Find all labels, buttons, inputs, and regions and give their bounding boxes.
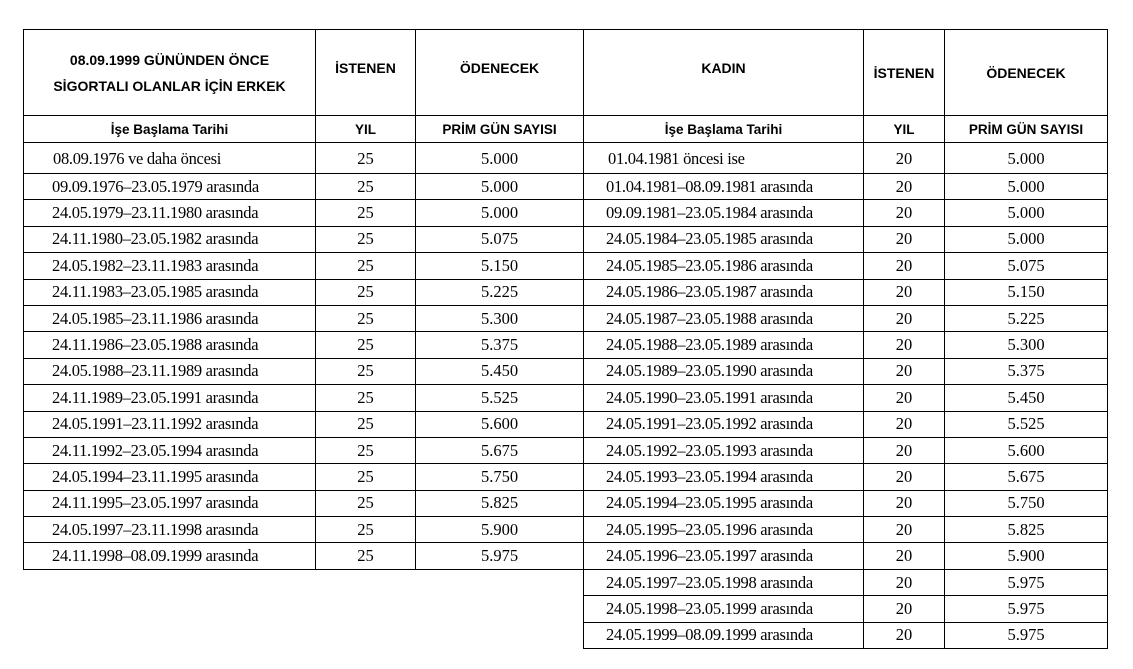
kadin-prim-cell: 5.525 [945, 411, 1108, 437]
erkek-yil-cell: 25 [316, 143, 416, 174]
kadin-date-cell: 24.05.1985–23.05.1986 arasında [584, 253, 864, 279]
istenen-header: İSTENEN [316, 30, 416, 116]
kadin-prim-cell: 5.000 [945, 226, 1108, 252]
kadin-prim-cell: 5.225 [945, 305, 1108, 331]
header-row [24, 30, 1108, 116]
erkek-yil-cell: 25 [316, 517, 416, 543]
kadin-prim-cell: 5.000 [945, 174, 1108, 200]
kadin-date-cell: 01.04.1981 öncesi ise [584, 143, 864, 174]
kadin-yil-cell: 20 [864, 543, 945, 569]
erkek-prim-cell: 5.300 [416, 305, 584, 331]
table-row [24, 253, 1108, 279]
prim-gun2-header: PRİM GÜN SAYISI [945, 116, 1108, 143]
table-row [24, 622, 1108, 648]
erkek-prim-cell: 5.900 [416, 517, 584, 543]
erkek-yil-cell: 25 [316, 279, 416, 305]
table-row [24, 332, 1108, 358]
kadin-prim-cell: 5.375 [945, 358, 1108, 384]
erkek-date-cell: 24.11.1980–23.05.1982 arasında [24, 226, 316, 252]
kadin-date-cell: 24.05.1997–23.05.1998 arasında [584, 569, 864, 595]
kadin-yil-cell: 20 [864, 305, 945, 331]
table-row [24, 596, 1108, 622]
erkek-prim-cell: 5.000 [416, 200, 584, 226]
table-row [24, 543, 1108, 569]
kadin-prim-cell: 5.750 [945, 490, 1108, 516]
kadin-yil-cell: 20 [864, 174, 945, 200]
empty-cell [316, 596, 416, 622]
empty-cell [416, 622, 584, 648]
ise-baslama-header: İşe Başlama Tarihi [24, 116, 316, 143]
subheader-row [24, 116, 1108, 143]
erkek-prim-cell: 5.675 [416, 437, 584, 463]
kadin-date-cell: 24.05.1989–23.05.1990 arasında [584, 358, 864, 384]
erkek-prim-cell: 5.000 [416, 174, 584, 200]
kadin-date-cell: 24.05.1996–23.05.1997 arasında [584, 543, 864, 569]
kadin-yil-cell: 20 [864, 279, 945, 305]
odenecek2-header: ÖDENECEK [945, 30, 1108, 116]
kadin-prim-cell: 5.075 [945, 253, 1108, 279]
erkek-yil-cell: 25 [316, 358, 416, 384]
kadin-date-cell: 24.05.1988–23.05.1989 arasında [584, 332, 864, 358]
table-row [24, 143, 1108, 174]
erkek-date-cell: 24.05.1994–23.11.1995 arasında [24, 464, 316, 490]
table-row [24, 200, 1108, 226]
kadin-date-cell: 01.04.1981–08.09.1981 arasında [584, 174, 864, 200]
erkek-date-cell: 24.11.1989–23.05.1991 arasında [24, 385, 316, 411]
kadin-yil-cell: 20 [864, 517, 945, 543]
empty-cell [24, 596, 316, 622]
kadin-yil-cell: 20 [864, 253, 945, 279]
kadin-prim-cell: 5.000 [945, 200, 1108, 226]
table-row [24, 358, 1108, 384]
kadin-yil-cell: 20 [864, 332, 945, 358]
table-row [24, 464, 1108, 490]
kadin-date-cell: 24.05.1994–23.05.1995 arasında [584, 490, 864, 516]
kadin-prim-cell: 5.300 [945, 332, 1108, 358]
table-row [24, 385, 1108, 411]
prim-gun-header: PRİM GÜN SAYISI [416, 116, 584, 143]
table-row [24, 411, 1108, 437]
erkek-yil-cell: 25 [316, 200, 416, 226]
yil2-header: YIL [864, 116, 945, 143]
kadin-yil-cell: 20 [864, 437, 945, 463]
kadin-prim-cell: 5.675 [945, 464, 1108, 490]
erkek-date-cell: 24.05.1991–23.11.1992 arasında [24, 411, 316, 437]
kadin-prim-cell: 5.825 [945, 517, 1108, 543]
erkek-yil-cell: 25 [316, 174, 416, 200]
kadin-prim-cell: 5.975 [945, 569, 1108, 595]
kadin-yil-cell: 20 [864, 411, 945, 437]
erkek-prim-cell: 5.600 [416, 411, 584, 437]
erkek-prim-cell: 5.075 [416, 226, 584, 252]
table-row [24, 174, 1108, 200]
kadin-date-cell: 24.05.1999–08.09.1999 arasında [584, 622, 864, 648]
kadin-prim-cell: 5.600 [945, 437, 1108, 463]
erkek-header: 08.09.1999 GÜNÜNDEN ÖNCE SİGORTALI OLANLAR İÇİN ERKEK [24, 30, 316, 116]
yil-header: YIL [316, 116, 416, 143]
empty-cell [416, 596, 584, 622]
erkek-date-cell: 24.11.1998–08.09.1999 arasında [24, 543, 316, 569]
retirement-table [23, 29, 1108, 649]
kadin-header: KADIN [584, 30, 864, 116]
kadin-date-cell: 09.09.1981–23.05.1984 arasında [584, 200, 864, 226]
table-row [24, 279, 1108, 305]
istenen2-header: İSTENEN [864, 30, 945, 116]
erkek-yil-cell: 25 [316, 411, 416, 437]
erkek-date-cell: 24.05.1997–23.11.1998 arasında [24, 517, 316, 543]
kadin-date-cell: 24.05.1987–23.05.1988 arasında [584, 305, 864, 331]
kadin-prim-cell: 5.975 [945, 622, 1108, 648]
table-row [24, 437, 1108, 463]
erkek-yil-cell: 25 [316, 385, 416, 411]
erkek-yil-cell: 25 [316, 464, 416, 490]
erkek-date-cell: 24.11.1986–23.05.1988 arasında [24, 332, 316, 358]
erkek-date-cell: 24.11.1992–23.05.1994 arasında [24, 437, 316, 463]
kadin-date-cell: 24.05.1995–23.05.1996 arasında [584, 517, 864, 543]
erkek-prim-cell: 5.525 [416, 385, 584, 411]
erkek-date-cell: 08.09.1976 ve daha öncesi [24, 143, 316, 174]
erkek-date-cell: 09.09.1976–23.05.1979 arasında [24, 174, 316, 200]
empty-cell [24, 569, 316, 595]
empty-cell [416, 569, 584, 595]
erkek-prim-cell: 5.375 [416, 332, 584, 358]
kadin-yil-cell: 20 [864, 226, 945, 252]
erkek-yil-cell: 25 [316, 437, 416, 463]
erkek-yil-cell: 25 [316, 543, 416, 569]
table-row [24, 490, 1108, 516]
erkek-prim-cell: 5.450 [416, 358, 584, 384]
ise-baslama2-header: İşe Başlama Tarihi [584, 116, 864, 143]
erkek-yil-cell: 25 [316, 226, 416, 252]
kadin-yil-cell: 20 [864, 358, 945, 384]
erkek-yil-cell: 25 [316, 332, 416, 358]
table-row [24, 569, 1108, 595]
erkek-date-cell: 24.05.1985–23.11.1986 arasında [24, 305, 316, 331]
kadin-date-cell: 24.05.1986–23.05.1987 arasında [584, 279, 864, 305]
kadin-yil-cell: 20 [864, 569, 945, 595]
table-row [24, 305, 1108, 331]
kadin-date-cell: 24.05.1991–23.05.1992 arasında [584, 411, 864, 437]
erkek-date-cell: 24.05.1979–23.11.1980 arasında [24, 200, 316, 226]
kadin-yil-cell: 20 [864, 385, 945, 411]
erkek-date-cell: 24.11.1983–23.05.1985 arasında [24, 279, 316, 305]
kadin-yil-cell: 20 [864, 596, 945, 622]
table-row [24, 226, 1108, 252]
kadin-date-cell: 24.05.1993–23.05.1994 arasında [584, 464, 864, 490]
erkek-prim-cell: 5.975 [416, 543, 584, 569]
odenecek-header: ÖDENECEK [416, 30, 584, 116]
kadin-date-cell: 24.05.1992–23.05.1993 arasında [584, 437, 864, 463]
kadin-prim-cell: 5.975 [945, 596, 1108, 622]
empty-cell [316, 569, 416, 595]
erkek-date-cell: 24.05.1988–23.11.1989 arasında [24, 358, 316, 384]
kadin-yil-cell: 20 [864, 464, 945, 490]
erkek-yil-cell: 25 [316, 305, 416, 331]
erkek-date-cell: 24.05.1982–23.11.1983 arasında [24, 253, 316, 279]
erkek-prim-cell: 5.825 [416, 490, 584, 516]
kadin-prim-cell: 5.000 [945, 143, 1108, 174]
kadin-yil-cell: 20 [864, 143, 945, 174]
empty-cell [24, 622, 316, 648]
erkek-prim-cell: 5.225 [416, 279, 584, 305]
erkek-date-cell: 24.11.1995–23.05.1997 arasında [24, 490, 316, 516]
erkek-prim-cell: 5.150 [416, 253, 584, 279]
erkek-prim-cell: 5.750 [416, 464, 584, 490]
kadin-prim-cell: 5.150 [945, 279, 1108, 305]
erkek-prim-cell: 5.000 [416, 143, 584, 174]
kadin-prim-cell: 5.900 [945, 543, 1108, 569]
kadin-date-cell: 24.05.1990–23.05.1991 arasında [584, 385, 864, 411]
kadin-date-cell: 24.05.1998–23.05.1999 arasında [584, 596, 864, 622]
empty-cell [316, 622, 416, 648]
kadin-prim-cell: 5.450 [945, 385, 1108, 411]
erkek-yil-cell: 25 [316, 490, 416, 516]
table-row [24, 517, 1108, 543]
kadin-yil-cell: 20 [864, 490, 945, 516]
erkek-yil-cell: 25 [316, 253, 416, 279]
kadin-yil-cell: 20 [864, 200, 945, 226]
kadin-date-cell: 24.05.1984–23.05.1985 arasında [584, 226, 864, 252]
kadin-yil-cell: 20 [864, 622, 945, 648]
